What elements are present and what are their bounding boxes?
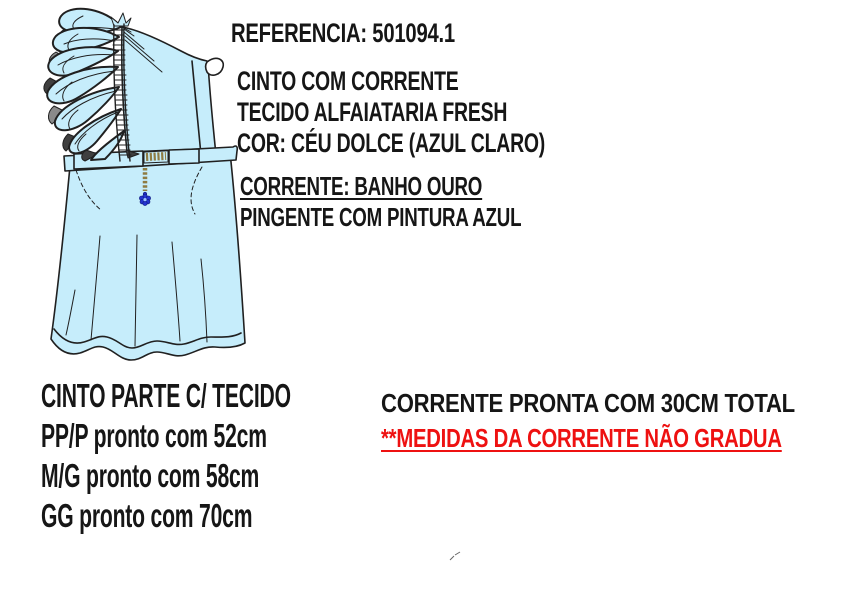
- fabric-details: [237, 66, 665, 159]
- chain-warning-note: **MEDIDAS DA CORRENTE NÃO GRADUA: [381, 423, 782, 453]
- shoulder-loop: [206, 58, 224, 75]
- fabric-note: TECIDO ALFAIATARIA FRESH: [237, 97, 508, 127]
- belt-measurement-row-mg: M/G pronto com 58cm: [41, 457, 260, 494]
- belt-with-chain-note: CINTO COM CORRENTE: [237, 66, 459, 96]
- color-note: COR: CÉU DOLCE (AZUL CLARO): [237, 128, 546, 158]
- chain-measurements: [381, 386, 842, 456]
- dress-sketch-svg: [28, 4, 250, 366]
- chain-total-note: CORRENTE PRONTA COM 30CM TOTAL: [381, 388, 795, 418]
- belt-measurements: [41, 376, 431, 536]
- dress-illustration: [28, 4, 250, 366]
- pendant-note: PINGENTE COM PINTURA AZUL: [240, 202, 522, 232]
- chain-specification: [240, 171, 631, 233]
- reference-header: [231, 18, 530, 49]
- belt-segment-right: [169, 149, 199, 164]
- chain-finish-note: CORRENTE: BANHO OURO: [240, 171, 483, 201]
- belt-measurement-row-pp: PP/P pronto com 52cm: [41, 417, 267, 454]
- skirt: [51, 152, 245, 360]
- stray-mark: [448, 549, 462, 567]
- reference-number: REFERENCIA: 501094.1: [231, 18, 455, 48]
- ruffle-petals: [47, 9, 131, 160]
- belt-measurements-title: CINTO PARTE C/ TECIDO: [41, 377, 291, 414]
- belt-measurement-row-gg: GG pronto com 70cm: [41, 497, 253, 534]
- bodice: [122, 27, 224, 161]
